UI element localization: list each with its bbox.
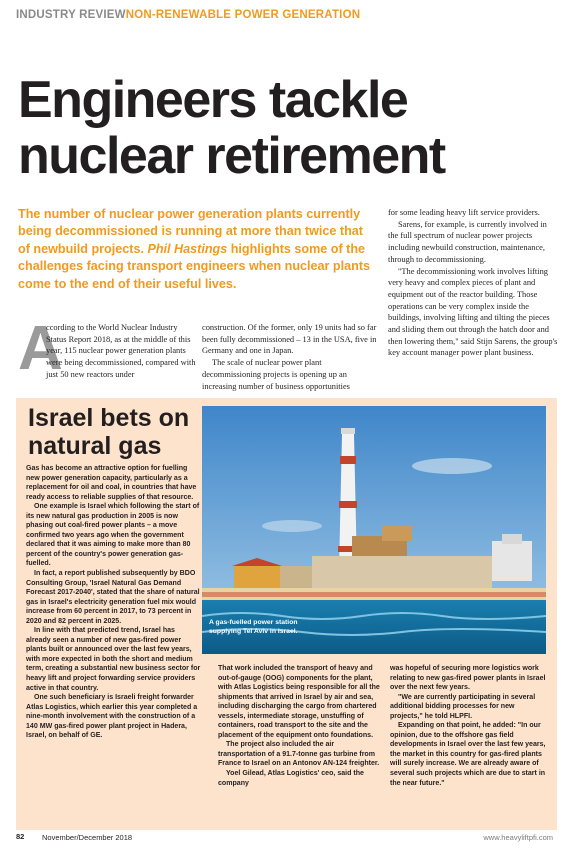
- body-column-2: [202, 322, 378, 392]
- sidebar-heading-line-2: natural gas: [28, 432, 162, 460]
- website-link[interactable]: www.heavyliftpfi.com: [483, 833, 553, 842]
- sidebar-paragraph: That work included the transport of heavy and out-of-gauge (OOG) components for the plant, with Atlas Logistics being responsible for all the shipments that arrived in Israel by air and sea, including discharging the cargo from chartered vessels, intermediate storage, unstuffing of containers, road transport to the site and the placement of the equipment onto foundations.: [218, 665, 380, 739]
- body-column-3: [388, 207, 558, 359]
- sidebar-heading: [28, 404, 203, 460]
- article-title: [18, 72, 558, 184]
- sidebar-paragraph: was hopeful of securing more logistics work relating to new gas-fired power plants in Israel over the next few years.: [390, 665, 546, 692]
- body-paragraph: for some leading heavy lift service providers.: [388, 208, 540, 217]
- sidebar-heading-line-1: Israel bets on: [28, 404, 190, 432]
- title-line-1: Engineers tackle: [18, 71, 408, 129]
- issue-date: November/December 2018: [42, 833, 133, 842]
- sidebar-box: [16, 398, 557, 830]
- drop-cap: A: [18, 314, 63, 383]
- sidebar-paragraph: The project also included the air transportation of a 91.7-tonne gas turbine from France to Israel on an Antonov AN-124 freighter.: [218, 741, 380, 768]
- section-label: INDUSTRY REVIEW: [16, 9, 126, 21]
- power-station-photo: [202, 406, 546, 654]
- sidebar-paragraph: One such beneficiary is Israeli freight forwarder Atlas Logistics, which earlier this year completed a nine-month involvement with the construction of a 140 MW gas-fired power plant project in Hadera, Israel, on behalf of GE.: [26, 694, 198, 740]
- sidebar-paragraph: Yoel Gilead, Atlas Logistics' ceo, said the company: [218, 770, 364, 787]
- sidebar-paragraph: Expanding on that point, he added: "In our opinion, due to the offshore gas field developments in Israel over the last few years, the market in this country for gas-fired plants will surely increase. We are already aware of several such projects which are due to start in the near future.": [390, 722, 546, 787]
- body-paragraph: ccording to the World Nuclear Industry Status Report 2018, as at the middle of this year, 115 nuclear power generation plants were being decommissioned, compared with just 50 new reactors under: [46, 323, 196, 379]
- photo-caption: A gas-fuelled power station supplying Tel Aviv in Israel.: [209, 619, 298, 635]
- power-station-illustration: [202, 406, 546, 654]
- sidebar-column-3: [390, 664, 548, 788]
- body-paragraph: "The decommissioning work involves lifting very heavy and complex pieces of plant and equipment out of the reactor building. Those operations can be very complex inside the buildings, involving lifting and tilting the pieces and sliding them out through the hatch door and then lowering them," said Stijn Sarens, the group's key account manager power plant business.: [388, 266, 558, 358]
- sidebar-column-1: [26, 464, 201, 741]
- standfirst-author: Phil Hastings: [147, 241, 228, 256]
- sidebar-paragraph: One example is Israel which following the start of its new natural gas production in 2005 is now phasing out coal-fired power plants – a move confirmed two years ago when the government declared that it was aiming to make more than 80 percent of the country's power generation gas-fuelled.: [26, 503, 200, 568]
- section-header: [16, 9, 360, 21]
- page-footer: [16, 832, 557, 846]
- body-paragraph: construction. Of the former, only 19 units had so far been fully decommissioned – 13 in the USA, five in Germany and one in Japan.: [202, 323, 377, 356]
- sidebar-paragraph: In fact, a report published subsequently by BDO Consulting Group, 'Israel Natural Gas Demand Forecast 2017-2040', stated that the share of natural gas in Israel's electricity generation fuel mix would increase from 60 percent in 2017, to 73 percent in 2020 and 82 percent in 2025.: [26, 570, 200, 625]
- sidebar-paragraph: Gas has become an attractive option for fuelling new power generation capacity, particularly as a replacement for oil and coal, in countries that have ready access to reliable supplies of that resource.: [26, 465, 197, 501]
- sidebar-column-2: [218, 664, 383, 788]
- standfirst-text-2: highlights some of the challenges facing transport engineers when nuclear plants come to the end of their useful lives.: [18, 241, 371, 291]
- sidebar-paragraph: In line with that predicted trend, Israel has already seen a number of new gas-fired power plants built or announced over the last few years, with more expected in both the short and medium term, creating a substantial new business sector for heavy lift and project forwarding service providers active in that country.: [26, 627, 201, 692]
- body-paragraph: The scale of nuclear power plant decommissioning projects is opening up an increasing number of business opportunities: [202, 358, 350, 391]
- sidebar-paragraph: "We are currently participating in several additional bidding processes for new projects," he told HLPFI.: [390, 693, 536, 720]
- body-paragraph: Sarens, for example, is currently involved in the full spectrum of nuclear power projects including newbuild construction, maintenance, through to decommissioning.: [388, 219, 547, 264]
- standfirst: [18, 206, 378, 293]
- body-column-1: [46, 322, 196, 381]
- page-number: 82: [16, 832, 25, 841]
- title-line-2: nuclear retirement: [18, 127, 445, 185]
- standfirst-text-1: The number of nuclear power generation plants currently being decommissioned is running at more than twice that of newbuild projects.: [18, 207, 363, 256]
- subsection-label: NON-RENEWABLE POWER GENERATION: [125, 9, 361, 21]
